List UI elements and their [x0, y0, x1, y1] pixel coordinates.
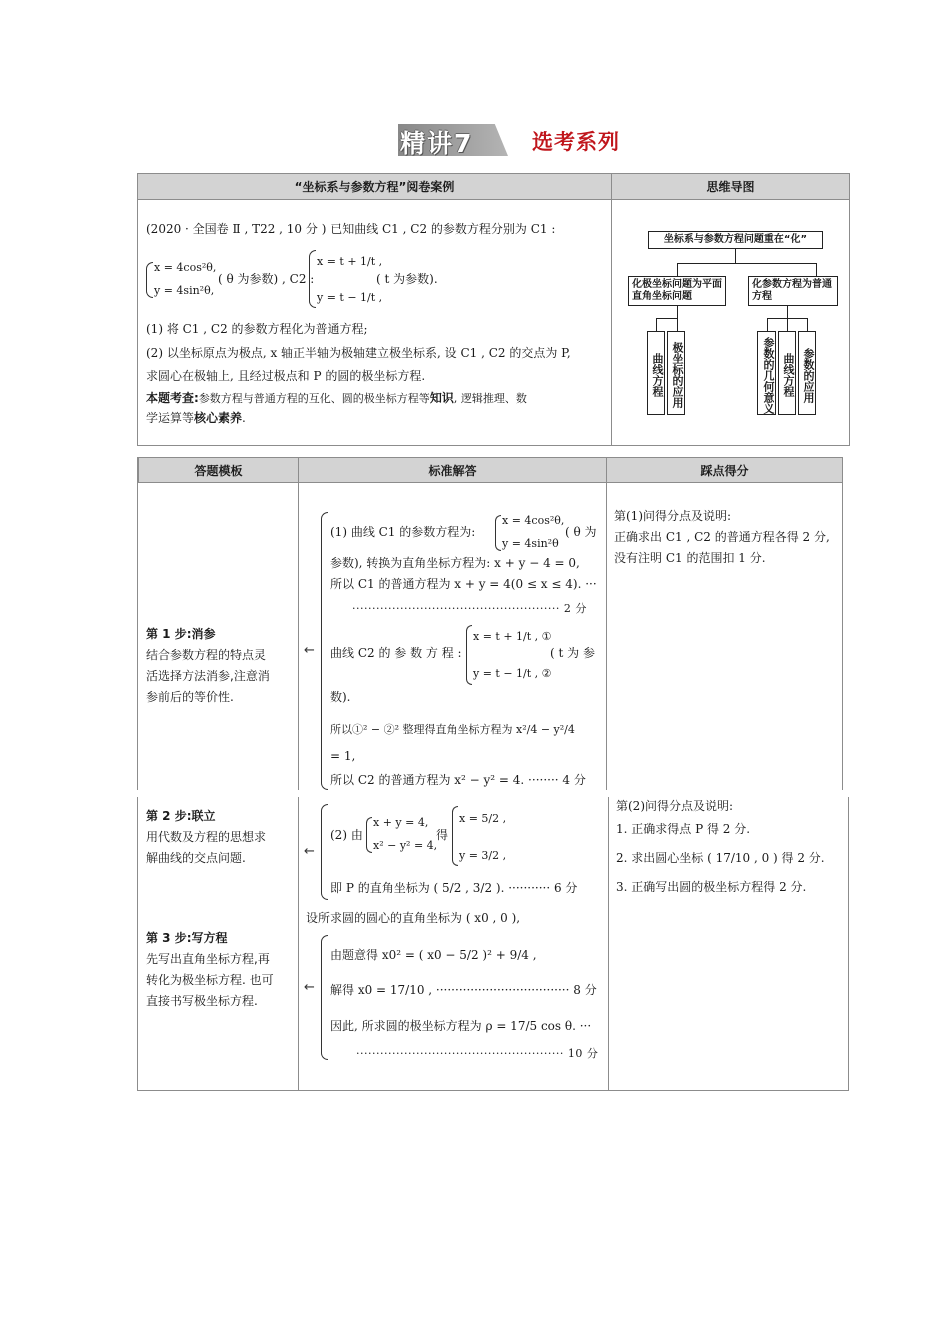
sol-s1b: 参数), 转换为直角坐标方程为: x + y − 4 = 0,	[330, 556, 580, 570]
arrow-left-icon: ←	[304, 844, 315, 859]
exam-focus-line1	[146, 388, 527, 409]
mm-connector	[787, 306, 788, 318]
step-3-title: 第 3 步:写方程	[146, 931, 228, 945]
mindmap-leaf: 曲线方程	[647, 331, 665, 415]
mm-connector	[677, 263, 817, 264]
step-2-title: 第 2 步:联立	[146, 809, 216, 823]
sol-s3a-pre: (2) 由	[330, 828, 363, 842]
mindmap-root: 坐标系与参数方程问题重在“化”	[648, 231, 823, 249]
exam-focus-label: 本题考查:	[146, 391, 199, 405]
sol-s1a: (1) 曲线 C1 的参数方程为:	[330, 525, 476, 539]
s3a-res-brace	[452, 806, 458, 866]
step-1-title: 第 1 步:消参	[146, 627, 216, 641]
mindmap-header: 思维导图	[612, 174, 849, 200]
c1-brace	[146, 262, 153, 298]
mindmap-left-node: 化极坐标问题为平面直角坐标问题	[628, 276, 726, 306]
mindmap-leaf: 参数的应用	[798, 331, 816, 415]
c2-brace	[309, 250, 316, 308]
step-3	[146, 928, 274, 1012]
section-title: 选考系列	[532, 130, 620, 154]
scoring-part-1	[614, 506, 830, 569]
sol-s2a-eq1: x = t + 1/t , ①	[473, 630, 552, 643]
c1-eq1: x = 4cos²θ,	[154, 261, 217, 274]
sol-s1a-eq2: y = 4sin²θ	[502, 537, 559, 550]
mm-connector	[677, 306, 678, 318]
solution-brace-3	[321, 935, 328, 1060]
sol-s2b: 数).	[330, 690, 351, 704]
mm-connector	[656, 318, 677, 319]
section-number-title: 精讲7	[400, 129, 474, 158]
s3a-brace	[366, 817, 372, 853]
scoring-line: 正确求出 C1 , C2 的普通方程各得 2 分,	[614, 530, 830, 544]
mm-connector	[735, 249, 736, 263]
sol-s2a: 曲线 C2 的 参 数 方 程 :	[330, 646, 462, 660]
divider	[848, 797, 849, 1090]
s1a-brace	[495, 515, 501, 551]
s2a-brace	[466, 625, 472, 685]
sol-s3b: 即 P 的直角坐标为 ( 5/2 , 3/2 ). ··········· 6 分	[330, 881, 578, 895]
exam-keyword-knowledge: 知识	[429, 391, 454, 405]
exam-keyword-literacy: 核心素养	[194, 411, 243, 425]
sol-s1a-note: ( θ 为	[565, 525, 597, 539]
step-2	[146, 806, 266, 869]
solution-header: 标准解答	[298, 457, 606, 483]
mindmap-right-node: 化参数方程为普通方程	[748, 276, 838, 306]
divider	[137, 1090, 849, 1091]
exam-focus-line2	[146, 408, 246, 429]
sol-s1d: ···················································· 2 分	[352, 602, 587, 615]
sol-s2e: 所以 C2 的普通方程为 x² − y² = 4. ········ 4 分	[330, 773, 586, 787]
sol-s3a-mid: 得	[436, 828, 449, 842]
step-2-line: 用代数及方程的思想求	[146, 830, 267, 844]
step-3-line: 直接书写极坐标方程.	[146, 994, 258, 1008]
mm-connector	[807, 318, 808, 331]
sol-s2a-note: ( t 为 参	[550, 646, 595, 660]
sol-s2a-eq2: y = t − 1/t , ②	[473, 667, 552, 680]
sol-s5c: 因此, 所求圆的极坐标方程为 ρ = 17/5 cos θ. ···	[330, 1019, 592, 1033]
exam-text1: 参数方程与普通方程的互化、圆的极坐标方程等	[198, 392, 430, 405]
divider	[137, 457, 138, 790]
divider	[298, 797, 299, 1090]
sol-s1c: 所以 C1 的普通方程为 x + y = 4(0 ≤ x ≤ 4). ···	[330, 577, 597, 591]
sol-s3a-eq1: x + y = 4,	[373, 816, 429, 829]
c1-eq2: y = 4sin²θ,	[154, 284, 215, 297]
sol-s2c: 所以①² − ②² 整理得直角坐标方程为 x²/4 − y²/4	[330, 723, 575, 736]
step-1-line: 结合参数方程的特点灵	[146, 648, 267, 662]
scoring-line: 3. 正确写出圆的极坐标方程得 2 分.	[616, 880, 807, 894]
sol-s5a: 由题意得 x0² = ( x0 − 5/2 )² + 9/4 ,	[330, 948, 537, 962]
scoring-line: 1. 正确求得点 P 得 2 分.	[616, 822, 751, 836]
solution-brace-1	[321, 512, 328, 790]
scoring-header: 踩点得分	[606, 457, 843, 483]
problem-line1: (2020 · 全国卷 Ⅱ , T22 , 10 分 ) 已知曲线 C1 , C2 的参数方程分别为 C1 :	[146, 222, 556, 236]
c2-eq2: y = t − 1/t ,	[317, 291, 383, 304]
exam-text2: , 逻辑推理、数	[453, 392, 527, 405]
sol-s1a-eq1: x = 4cos²θ,	[502, 514, 565, 527]
question-1: (1) 将 C1 , C2 的参数方程化为普通方程;	[146, 322, 368, 336]
step-2-line: 解曲线的交点问题.	[146, 851, 246, 865]
sol-s5b: 解得 x0 = 17/10 , ··································· 8 分	[330, 983, 597, 997]
sol-s4: 设所求圆的圆心的直角坐标为 ( x0 , 0 ),	[306, 911, 521, 925]
exam-end: .	[242, 411, 246, 425]
sol-s3a-res2: y = 3/2 ,	[459, 849, 507, 862]
mm-connector	[677, 318, 678, 331]
sol-s5d: ···················································· 10 分	[356, 1047, 599, 1060]
mm-connector	[816, 263, 817, 276]
question-2b: 求圆心在极轴上, 且经过极点和 P 的圆的极坐标方程.	[146, 369, 426, 383]
c2-note: ( t 为参数).	[376, 272, 438, 286]
mindmap-leaf: 极坐标的应用	[667, 331, 685, 415]
mindmap-leaf: 曲线方程	[778, 331, 796, 415]
c1-note: ( θ 为参数) , C2 :	[218, 272, 315, 286]
scoring-part-2	[616, 796, 825, 898]
c2-eq1: x = t + 1/t ,	[317, 255, 383, 268]
divider	[611, 174, 612, 445]
divider	[608, 797, 609, 1090]
mm-connector	[787, 318, 788, 331]
arrow-left-icon: ←	[304, 980, 315, 995]
case-header: “坐标系与参数方程”阅卷案例	[138, 174, 611, 200]
step-3-line: 转化为极坐标方程. 也可	[146, 973, 274, 987]
mm-connector	[677, 263, 678, 276]
solution-brace-2	[321, 804, 328, 900]
divider	[298, 457, 299, 790]
scoring-line: 第(1)问得分点及说明:	[614, 509, 732, 523]
divider	[606, 457, 607, 790]
sol-s3a-res1: x = 5/2 ,	[459, 812, 507, 825]
question-2a: (2) 以坐标原点为极点, x 轴正半轴为极轴建立极坐标系, 设 C1 , C2 的交点为 P,	[146, 346, 571, 360]
mm-connector	[656, 318, 657, 331]
step-3-line: 先写出直角坐标方程,再	[146, 952, 270, 966]
mindmap-leaf: 参数的几何意义	[757, 331, 776, 415]
template-header: 答题模板	[138, 457, 298, 483]
mm-connector	[767, 318, 768, 331]
sol-s3a-eq2: x² − y² = 4,	[373, 839, 438, 852]
step-1-line: 参前后的等价性.	[146, 690, 234, 704]
sol-s2d: = 1,	[330, 749, 356, 763]
step-1-line: 活选择方法消参,注意消	[146, 669, 270, 683]
scoring-line: 没有注明 C1 的范围扣 1 分.	[614, 551, 766, 565]
scoring-line: 第(2)问得分点及说明:	[616, 799, 734, 813]
step-1	[146, 624, 270, 708]
arrow-left-icon: ←	[304, 643, 315, 658]
scoring-line: 2. 求出圆心坐标 ( 17/10 , 0 ) 得 2 分.	[616, 851, 825, 865]
exam-text3: 学运算等	[146, 411, 195, 425]
divider	[842, 457, 843, 790]
divider	[137, 797, 138, 1090]
